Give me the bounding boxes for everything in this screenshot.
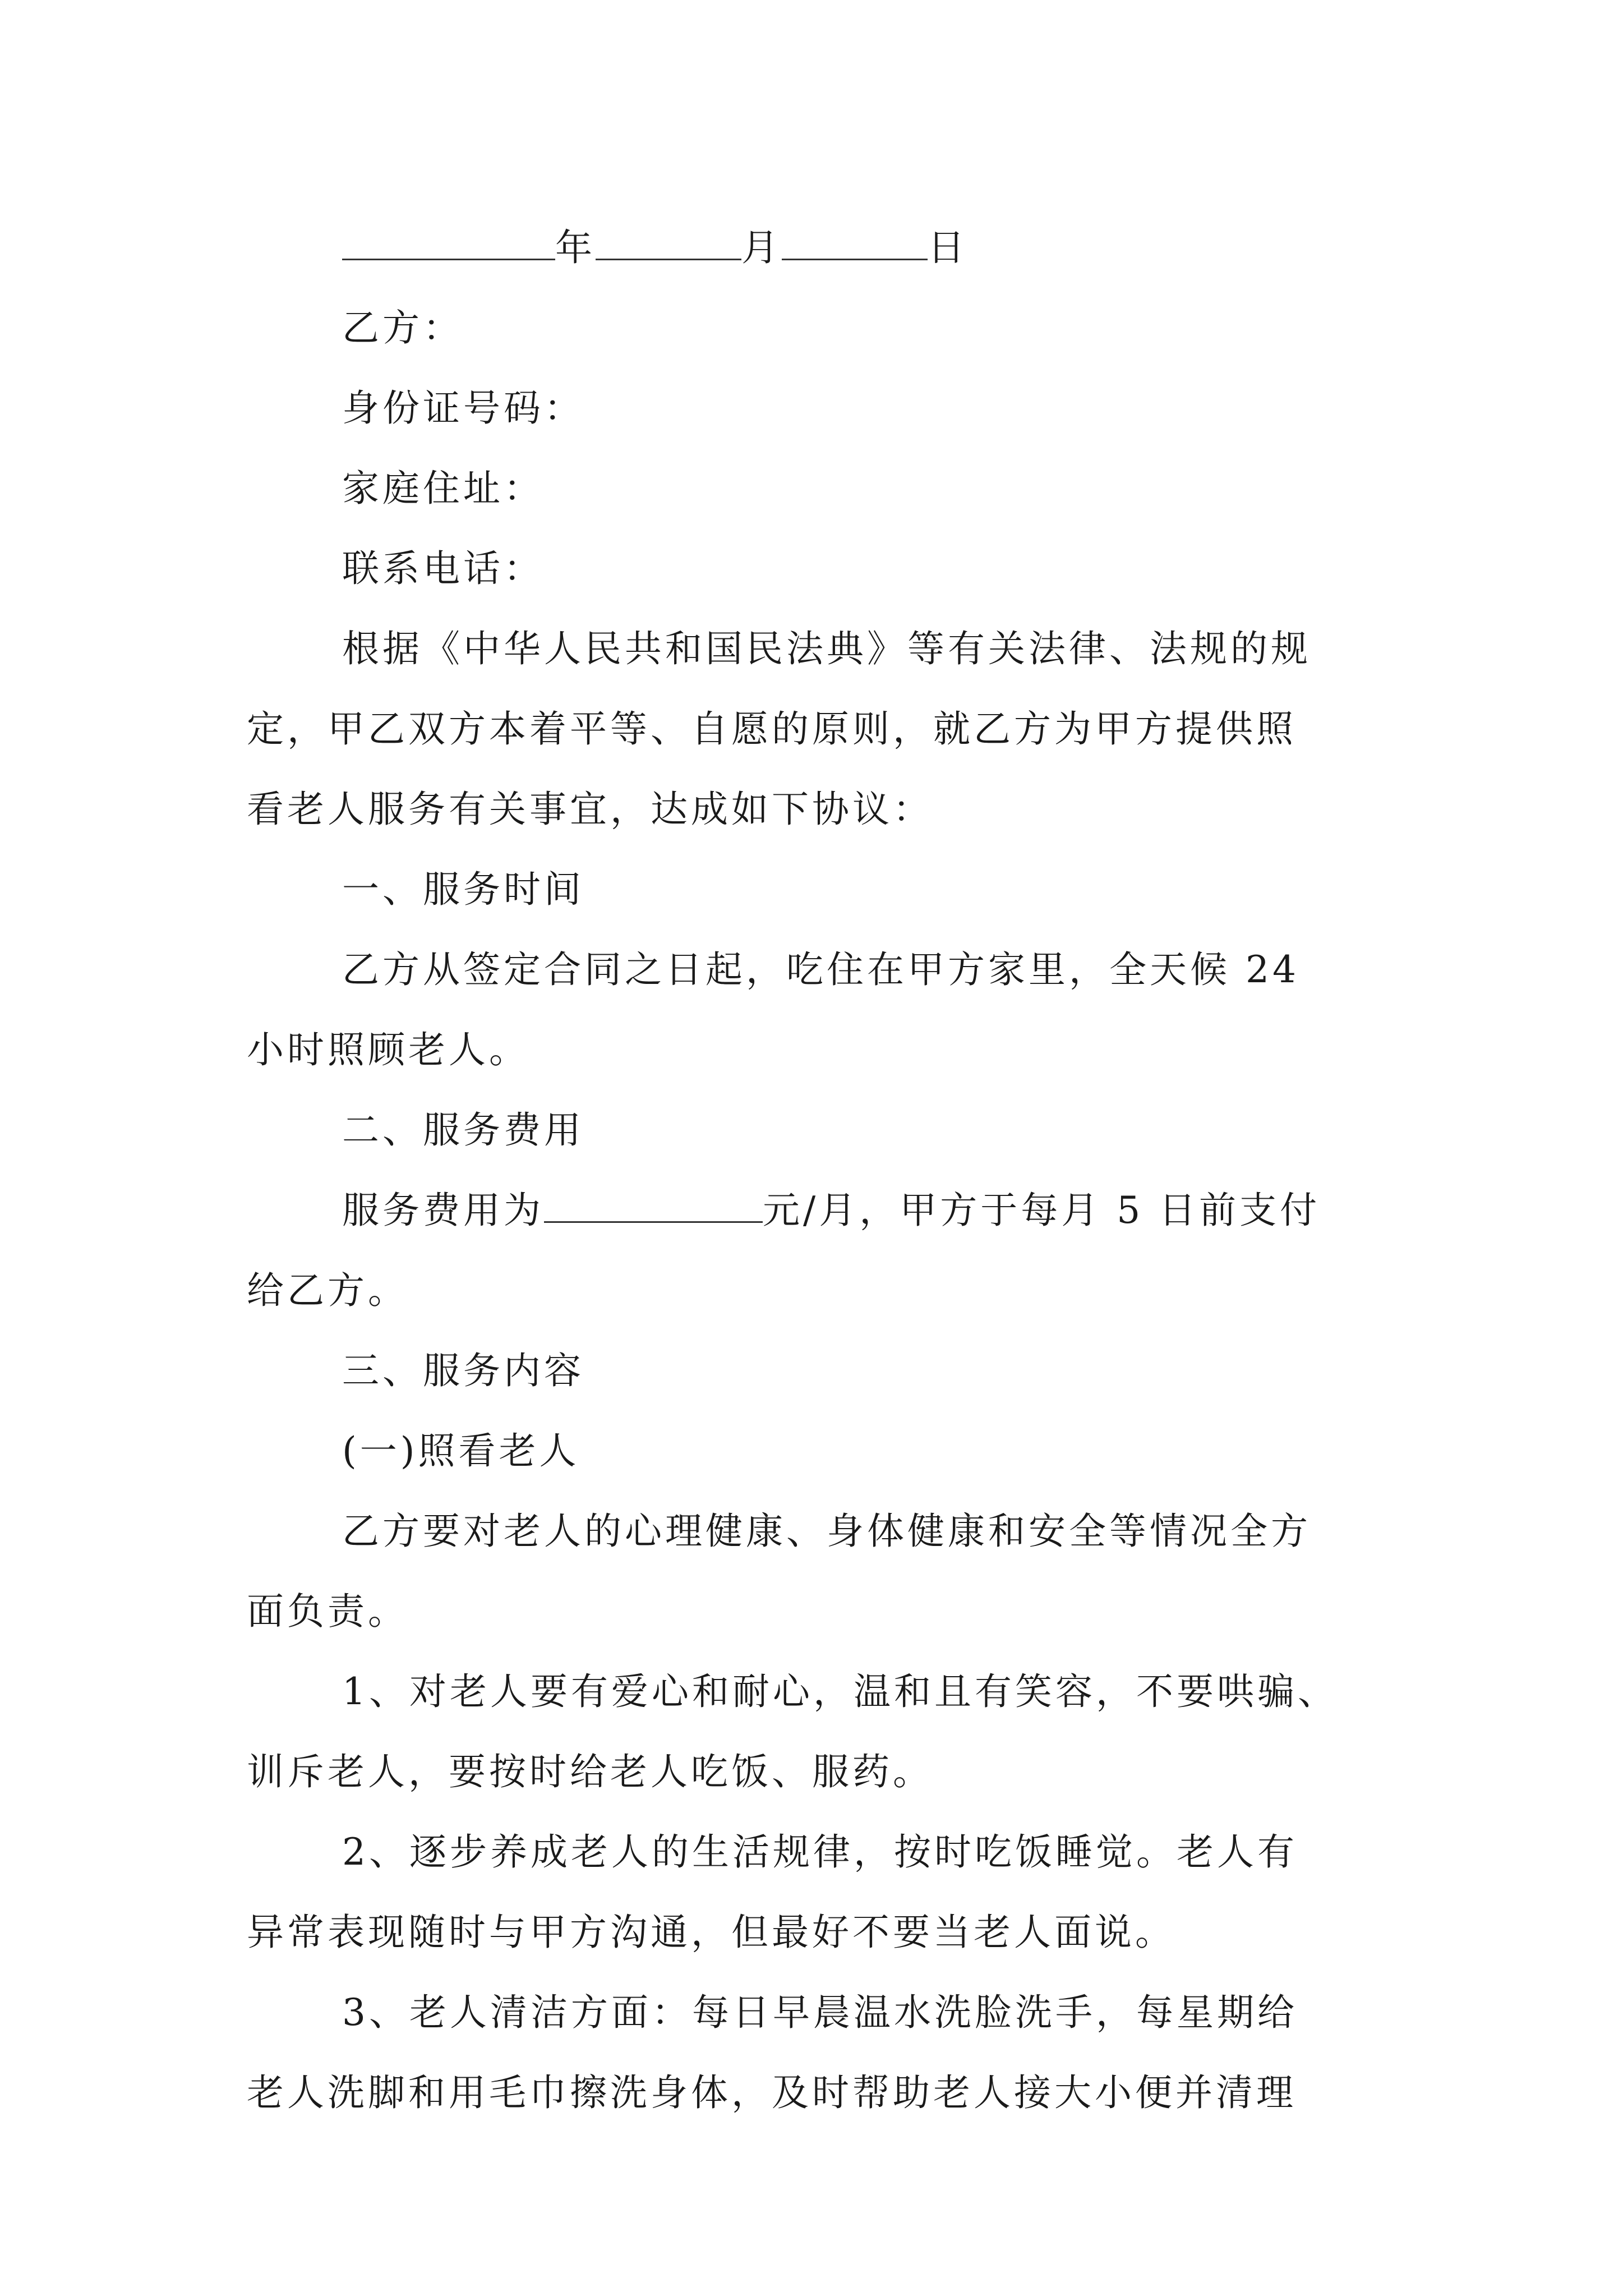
subsection-1-title: (一)照看老人 <box>342 1429 580 1473</box>
section-1-body-1: 乙方从签定合同之日起，吃住在甲方家里，全天候 24 <box>342 948 1299 991</box>
item-1-line-2: 训斥老人，要按时给老人吃饭、服药。 <box>247 1750 933 1793</box>
fee-line <box>247 1170 1388 1250</box>
phone-label: 联系电话： <box>342 547 544 590</box>
item-2-line-1: 2、逐步养成老人的生活规律，按时吃饭睡觉。老人有 <box>342 1830 1298 1874</box>
item-3-line-2: 老人洗脚和用毛巾擦洗身体，及时帮助老人接大小便并清理 <box>247 2071 1297 2114</box>
subsection-1-body-1: 乙方要对老人的心理健康、身体健康和安全等情况全方 <box>342 1510 1311 1553</box>
item-3-line-1: 3、老人清洁方面：每日早晨温水洗脸洗手，每星期给 <box>342 1991 1298 2034</box>
month-blank <box>596 227 741 260</box>
home-address-label: 家庭住址： <box>342 467 544 510</box>
day-label: 日 <box>928 226 968 269</box>
section-1-body-2: 小时照顾老人。 <box>247 1028 529 1071</box>
subsection-1-body-2: 面负责。 <box>247 1590 408 1633</box>
month-label: 月 <box>741 226 782 269</box>
section-3-title: 三、服务内容 <box>342 1349 584 1392</box>
fee-line-2: 给乙方。 <box>247 1269 408 1312</box>
year-label: 年 <box>555 226 596 269</box>
item-2-line-2: 异常表现随时与甲方沟通，但最好不要当老人面说。 <box>247 1911 1175 1954</box>
preamble-line-1: 根据《中华人民共和国民法典》等有关法律、法规的规 <box>342 627 1311 670</box>
item-1-line-1: 1、对老人要有爱心和耐心，温和且有笑容，不要哄骗、 <box>342 1670 1338 1713</box>
section-2-title: 二、服务费用 <box>342 1108 584 1152</box>
document-body <box>247 208 1388 2133</box>
preamble-line-3: 看老人服务有关事宜，达成如下协议： <box>247 788 933 831</box>
fee-blank <box>544 1190 763 1223</box>
day-blank <box>782 227 928 260</box>
id-number-label: 身份证号码： <box>342 386 584 430</box>
date-line <box>247 208 1388 288</box>
section-1-title: 一、服务时间 <box>342 868 584 911</box>
fee-prefix: 服务费用为 <box>342 1189 544 1232</box>
preamble-line-2: 定，甲乙双方本着平等、自愿的原则，就乙方为甲方提供照 <box>247 707 1297 751</box>
year-blank <box>342 227 555 260</box>
party-b-label: 乙方： <box>342 306 463 349</box>
fee-suffix: 元/月，甲方于每月 5 日前支付 <box>763 1189 1321 1232</box>
